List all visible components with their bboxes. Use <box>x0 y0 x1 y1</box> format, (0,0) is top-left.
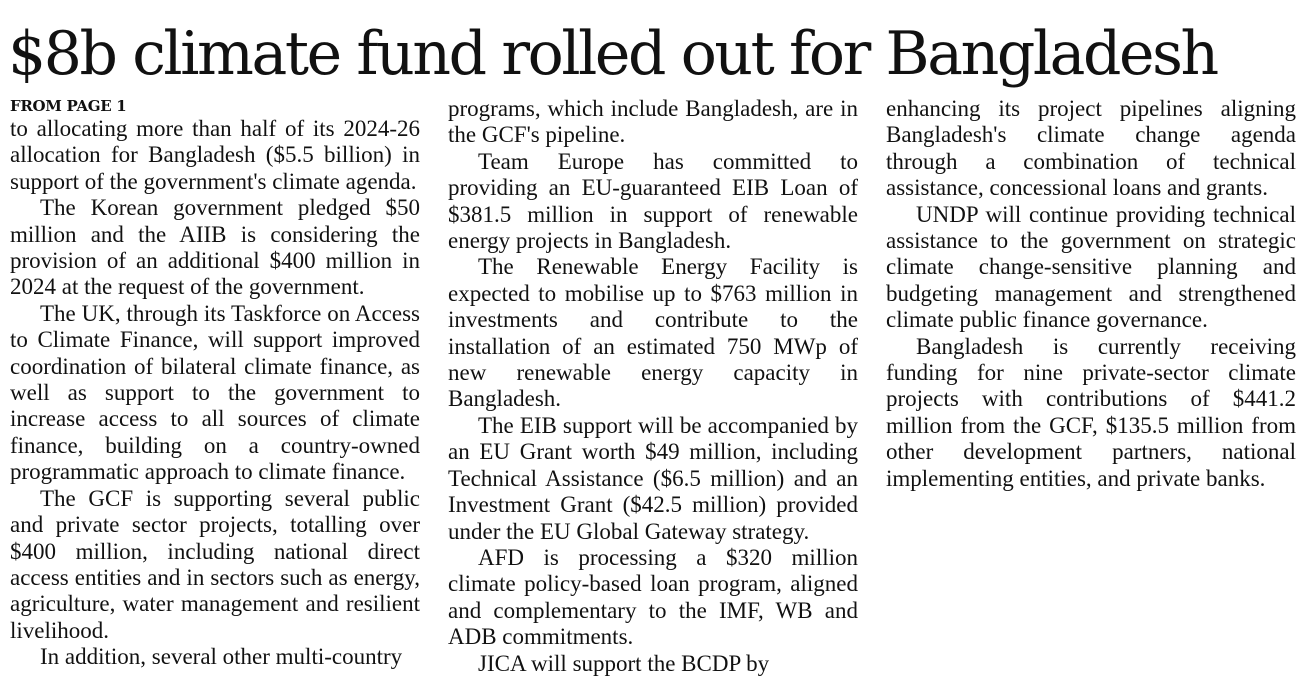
headline: $8b climate fund rolled out for Bangladesh <box>8 19 1217 89</box>
article-paragraph: The GCF is supporting several public and private sector projects, totalling over $400 million, including national direct access entities and in sectors such as energy, agriculture, water management and resilient livelihood. <box>10 485 420 643</box>
article-paragraph: The Renewable Energy Facility is expected to mobilise up to $763 million in investments and contribute to the installation of an estimated 750 MWp of new renewable energy capacity in Bangladesh. <box>448 254 858 412</box>
text-column-3 <box>886 96 1296 688</box>
kicker-from-page: FROM PAGE 1 <box>10 97 127 115</box>
article-paragraph: enhancing its project pipelines aligning Bangladesh's climate change agenda through a combination of technical assistance, concessional loans and grants. <box>886 96 1296 201</box>
article-paragraph: The EIB support will be accompanied by an EU Grant worth $49 million, including Technical Assistance ($6.5 million) and an Investment Grant ($42.5 million) provided under the EU Global Gateway strategy. <box>448 412 858 544</box>
article-paragraph: The Korean government pledged $50 million and the AIIB is considering the provision of an additional $400 million in 2024 at the request of the government. <box>10 195 420 300</box>
article-paragraph: JICA will support the BCDP by <box>478 650 770 676</box>
text-column-1 <box>10 96 420 688</box>
article-paragraph: The UK, through its Taskforce on Access to Climate Finance, will support improved coordination of bilateral climate finance, as well as support to the government to increase access to all sources of climate finance, building on a country-owned programmatic approach to climate finance. <box>10 300 420 485</box>
article-paragraph: AFD is processing a $320 million climate policy-based loan program, aligned and complementary to the IMF, WB and ADB commitments. <box>448 544 858 650</box>
article-paragraph: to allocating more than half of its 2024-26 allocation for Bangladesh ($5.5 billion) in support of the government's climate agenda. <box>10 116 420 194</box>
article-paragraph: Bangladesh is currently receiving funding for nine private-sector climate projects with contributions of $441.2 million from the GCF, $135.5 million from other development partners, national implementing entities, and private banks. <box>886 333 1296 491</box>
article-paragraph: programs, which include Bangladesh, are in the GCF's pipeline. <box>448 96 858 148</box>
article-paragraph: UNDP will continue providing technical assistance to the government on strategic climate change-sensitive planning and budgeting management and strengthened climate public finance governance. <box>886 201 1296 333</box>
article-paragraph: In addition, several other multi-country <box>40 644 403 670</box>
text-column-2 <box>448 96 858 688</box>
article-paragraph: Team Europe has committed to providing an EU-guaranteed EIB Loan of $381.5 million in support of renewable energy projects in Bangladesh. <box>448 148 858 254</box>
